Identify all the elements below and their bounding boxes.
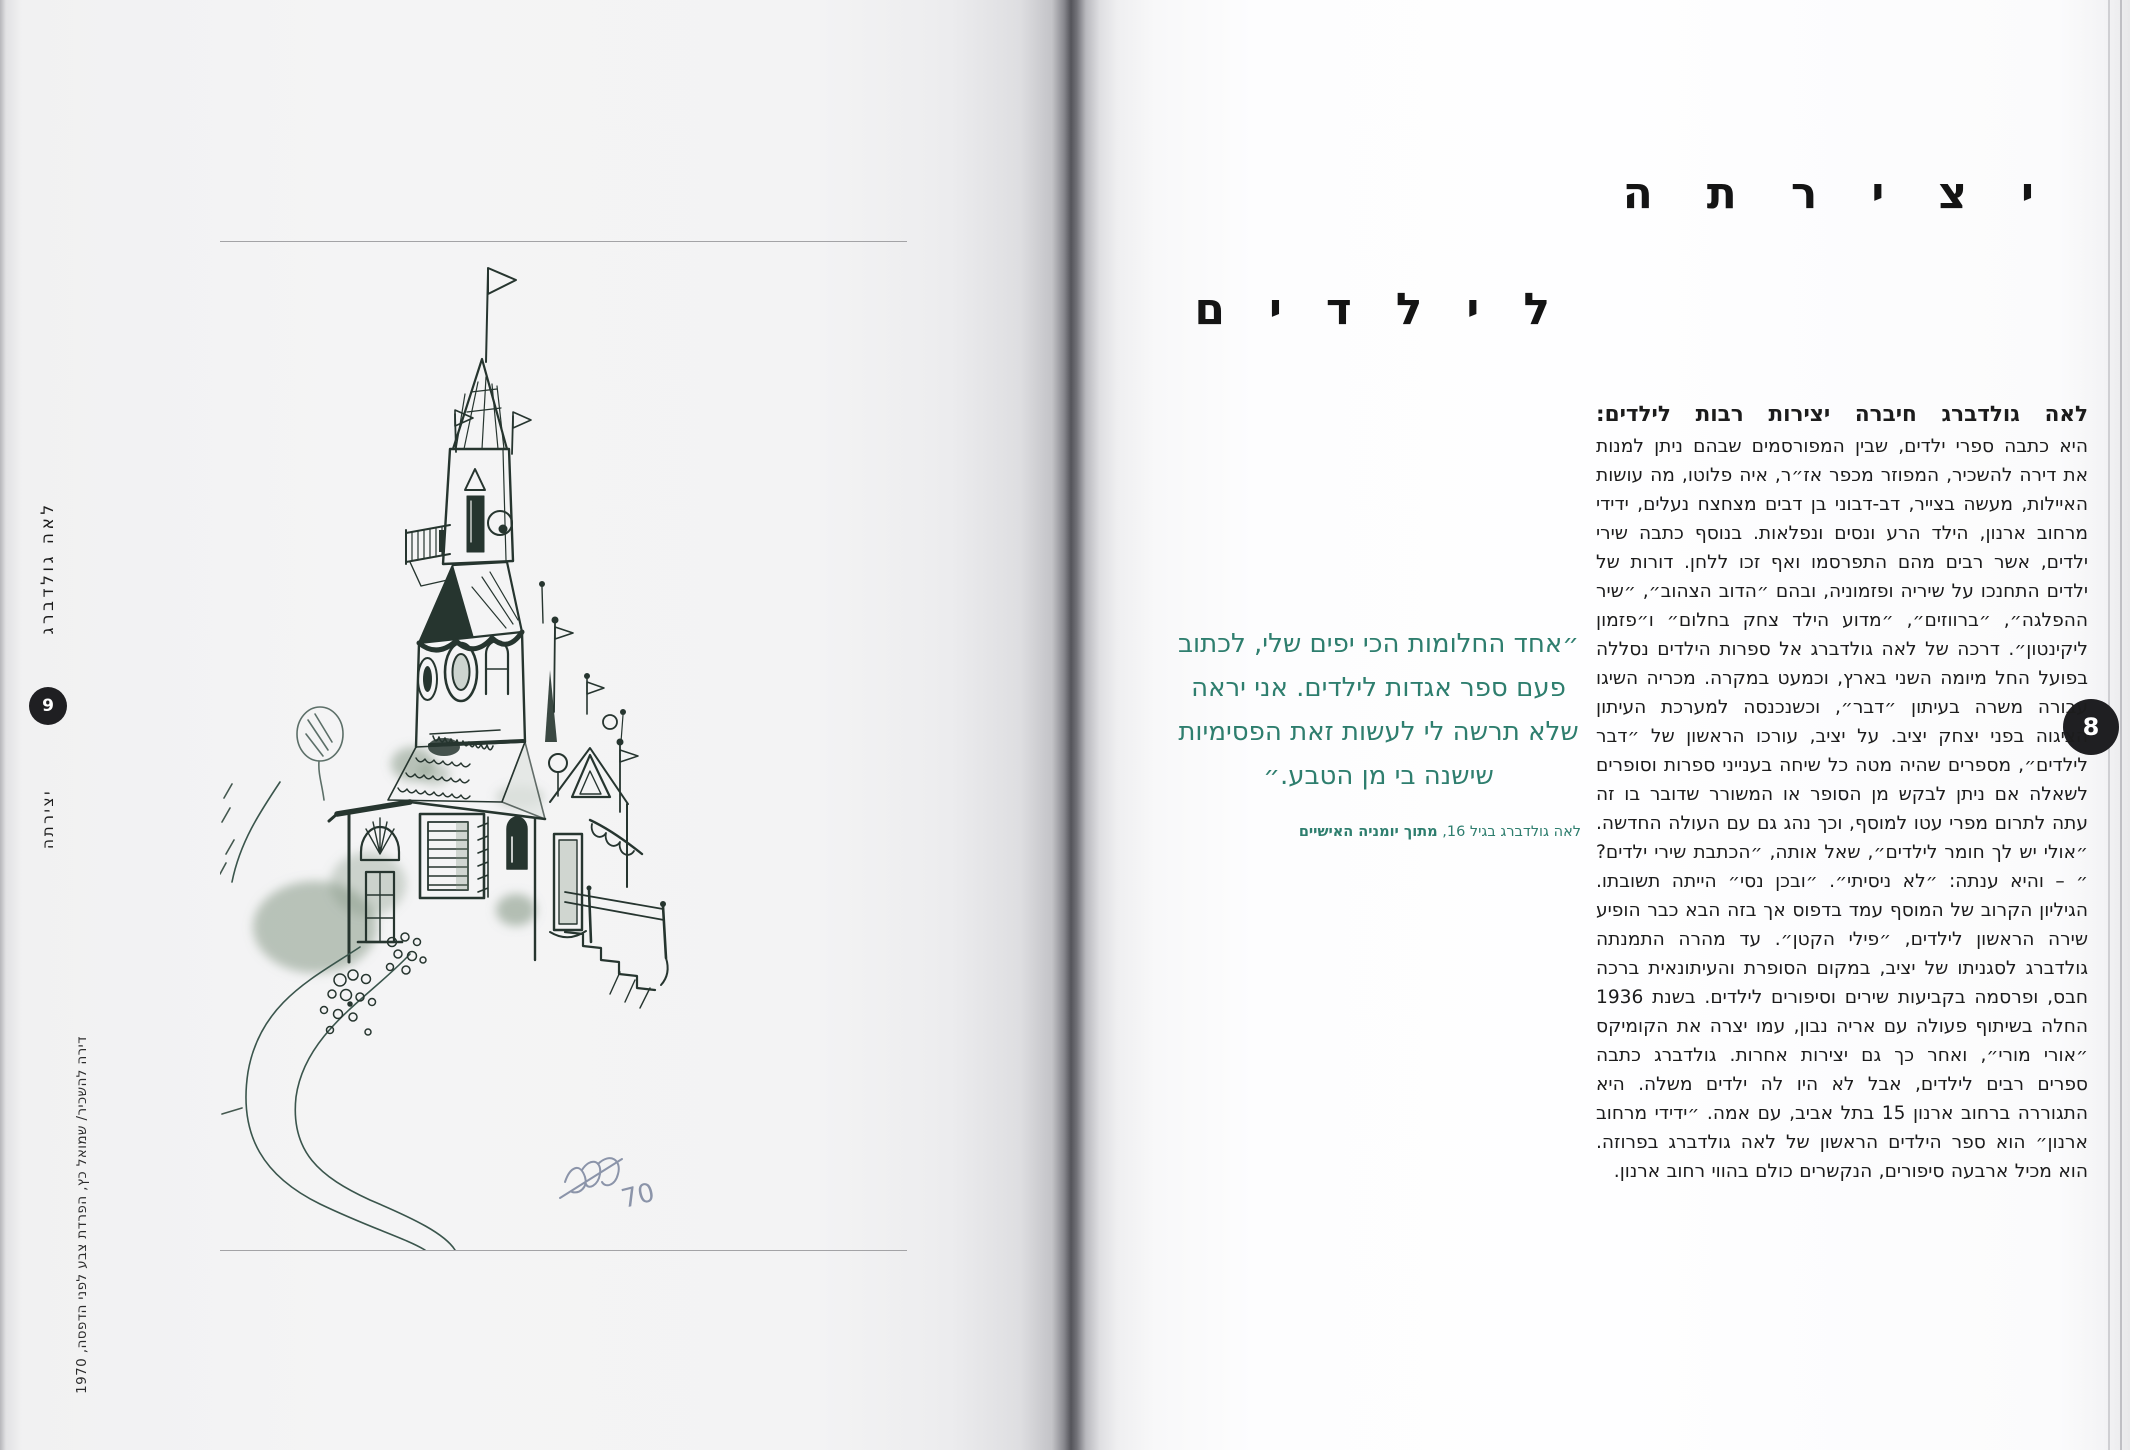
quote-attribution-name: לאה גולדברג בגיל 16, [1442, 824, 1581, 840]
pull-quote-line: פעם ספר אגדות לילדים. אני יראה [1191, 673, 1566, 703]
illustration-caption: דירה להשכיר/ שמואל כץ, הפרדת צבע לפני הדפסה, 1970 [74, 1036, 90, 1394]
page-title-word1: יצירתה [1622, 168, 2088, 219]
article [1596, 400, 2088, 1186]
castle-illustration [220, 242, 907, 1250]
sidebar-section: יצירתה [39, 788, 57, 850]
quote-attribution-source: מתוך יומניה האישיים [1298, 824, 1438, 840]
page-title-word2: לילדים [1194, 284, 1594, 335]
page-number-right: 8 [2082, 713, 2100, 741]
article-body: היא כתבה ספרי ילדים, שבין המפורסמים שבהם ניתן למנות את דירה להשכיר, המפוזר מכפר אז״ר, איה פלוטו, מה עושות האיילות, מעשה בצייר, דב-דבוני בן דבים מצחצח נעלים, ידידי מרחוב ארנון, הילד הרע ונסים ונפלאות. בנוסף כתבה שירי ילדים, אשר רבים מהם התפרסמו ואף זכו ללחן. דורות של ילדים התחנכו על שיריה ופזמוניה, ובהם ״הדוב הצהוב״, ״שיר ההפלגה״, ״ברווזים״, ״מדוע הילד צחק בחלום״ ו״פזמון ליקינטון״. דרכה של לאה גולדברג אל ספרות הילדים נסללה בפועל החל מיומה השני בארץ, וכמעט במקרה. מכריה השיגו עבורה משרה בעיתון ״דבר״, וכשנכנסה למערכת העיתון הציגוה בפני יצחק יציב. על יציב, עורכו הראשון של ״דבר לילדים״, מספרים שהיה מטה כל שיחה בענייני ספרות וסופרים לשאלה אם ניתן לבקש מן הסופר או המשורר שדובר בו זה עתה לתרום מפרי עטו למוסף, וכך נהג גם עם העולה החדשה. ״אולי יש לך חומר לילדים״, שאל אותה, ״הכתבת שירי ילדים?״ – והיא ענתה: ״לא ניסיתי״. ״ובכן נסי״ הייתה תשובתו. הגיליון הקרוב של המוסף עמד בדפוס אך בזה הבא כבר הופיע שירה הראשון לילדים, ״פילי הקטן״. עד מהרה התמנתה גולדברג לסגניתו של יציב, במקום הסופרת והעיתונאית ברכה חבס, ופרסמה בקביעות שירים וסיפורים לילדים. בשנת 1936 החלה בשיתוף פעולה עם אריה נבון, עמו יצרה את הקומיקס ״אורי מורי״, ואחר כך גם יצירות אחרות. גולדברג כתבה ספרים רבים לילדים, אבל לא היו לה ילדים משלה. היא התגוררה ברחוב ארנון 15 בתל אביב, עם אמה. ״ידידי מרחוב ארנון״ הוא ספר הילדים הראשון של לאה גולדברג בפרוזה. הוא מכיל ארבעה סיפורים, הנקשרים כולם בהווי רחוב ארנון. [1596, 436, 2088, 1182]
signature-year: 70 [618, 1177, 658, 1215]
pull-quote [1160, 622, 1597, 798]
page-number-left: 9 [42, 696, 54, 716]
quote-attribution [1160, 824, 1597, 840]
pull-quote-line: שלא תרשה לי לעשות זאת הפסימיות [1178, 717, 1579, 747]
page-edge-line [2120, 0, 2122, 1450]
pull-quote-line: שישנה בי מן הטבע.״ [1263, 761, 1494, 791]
page-number-badge-left [29, 687, 67, 725]
sidebar-author: לאה גולדברג [38, 501, 58, 635]
pull-quote-line: ״אחד החלומות הכי יפים שלי, לכתוב [1178, 629, 1579, 659]
illustration-frame [220, 241, 907, 1251]
article-lead: לאה גולדברג חיברה יצירות רבות לילדים: [1596, 402, 2088, 427]
